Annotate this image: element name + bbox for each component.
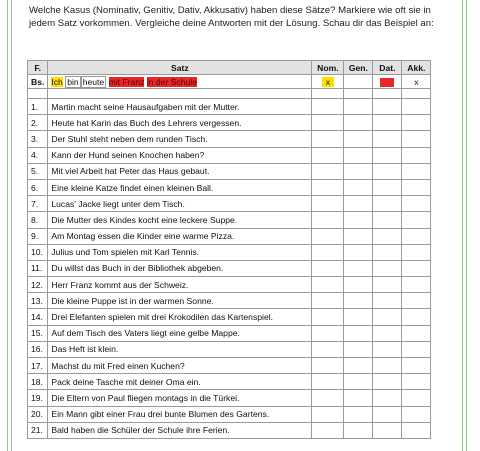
row-akk-cell[interactable]	[402, 196, 431, 212]
row-nom-cell[interactable]	[312, 163, 344, 179]
row-sentence: Drei Elefanten spielen mit drei Krokodilen das Kartenspiel.	[48, 309, 312, 325]
row-sentence: Julius und Tom spielen mit Karl Tennis.	[48, 244, 312, 260]
margin-line-right-inner	[462, 0, 463, 451]
row-nom-cell[interactable]	[312, 358, 344, 374]
spacer-cell	[28, 89, 48, 99]
row-nom-cell[interactable]	[312, 131, 344, 147]
row-number: 13.	[28, 293, 48, 309]
row-sentence: Auf dem Tisch des Vaters liegt eine gelbe Mappe.	[48, 325, 312, 341]
row-sentence: Kann der Hund seinen Knochen haben?	[48, 147, 312, 163]
row-nom-cell[interactable]	[312, 277, 344, 293]
row-akk-cell[interactable]	[402, 228, 431, 244]
row-gen-cell[interactable]	[344, 131, 373, 147]
row-dat-cell[interactable]	[373, 99, 402, 115]
row-dat-cell[interactable]	[373, 212, 402, 228]
row-nom-cell[interactable]	[312, 341, 344, 357]
row-nom-cell[interactable]	[312, 179, 344, 195]
row-nom-cell[interactable]	[312, 147, 344, 163]
row-number: 7.	[28, 196, 48, 212]
row-nom-cell[interactable]	[312, 422, 344, 438]
table-row	[28, 179, 431, 195]
table-header-row	[28, 61, 431, 75]
row-nom-cell[interactable]	[312, 115, 344, 131]
row-number: 21.	[28, 422, 48, 438]
row-gen-cell[interactable]	[344, 341, 373, 357]
row-dat-cell[interactable]	[373, 390, 402, 406]
row-nom-cell[interactable]	[312, 390, 344, 406]
instructions-text: Welche Kasus (Nominativ, Genitiv, Dativ, Akkusativ) haben diese Sätze? Markiere wie oft sie in jedem Satz vorkommen. Vergleiche deine Antworten mit der Lösung. Schau dir das Beispiel an:	[29, 5, 434, 29]
table-row	[28, 406, 431, 422]
row-number: 15.	[28, 325, 48, 341]
row-akk-cell[interactable]	[402, 277, 431, 293]
example-part-nominative: Ich	[51, 76, 63, 87]
example-dat	[373, 75, 402, 89]
example-part-adverb: heute	[82, 76, 105, 87]
spacer-cell	[344, 89, 373, 99]
header-dat: Dat.	[373, 61, 402, 75]
example-row	[28, 75, 431, 89]
table-row	[28, 309, 431, 325]
row-akk-cell[interactable]	[402, 390, 431, 406]
header-satz: Satz	[48, 61, 312, 75]
row-gen-cell[interactable]	[344, 358, 373, 374]
row-dat-cell[interactable]	[373, 179, 402, 195]
row-dat-cell[interactable]	[373, 228, 402, 244]
table-row	[28, 422, 431, 438]
table-row	[28, 244, 431, 260]
row-akk-cell[interactable]	[402, 341, 431, 357]
table-row	[28, 196, 431, 212]
row-number: 14.	[28, 309, 48, 325]
row-sentence: Mit viel Arbeit hat Peter das Haus gebaut.	[48, 163, 312, 179]
row-dat-cell[interactable]	[373, 374, 402, 390]
margin-line-left-outer	[7, 0, 8, 451]
header-f: F.	[28, 61, 48, 75]
table-row	[28, 115, 431, 131]
row-number: 19.	[28, 390, 48, 406]
spacer-cell	[312, 89, 344, 99]
row-nom-cell[interactable]	[312, 212, 344, 228]
row-number: 20.	[28, 406, 48, 422]
row-nom-cell[interactable]	[312, 228, 344, 244]
table-row	[28, 228, 431, 244]
row-nom-cell[interactable]	[312, 374, 344, 390]
header-akk: Akk.	[402, 61, 431, 75]
row-dat-cell[interactable]	[373, 131, 402, 147]
row-sentence: Machst du mit Fred einen Kuchen?	[48, 358, 312, 374]
row-akk-cell[interactable]	[402, 147, 431, 163]
row-number: 11.	[28, 260, 48, 276]
row-dat-cell[interactable]	[373, 422, 402, 438]
row-akk-cell[interactable]	[402, 422, 431, 438]
row-dat-cell[interactable]	[373, 293, 402, 309]
row-nom-cell[interactable]	[312, 325, 344, 341]
row-number: 8.	[28, 212, 48, 228]
example-nom-mark: x	[322, 77, 334, 87]
table-row	[28, 163, 431, 179]
row-sentence: Das Heft ist klein.	[48, 341, 312, 357]
table-row	[28, 99, 431, 115]
row-sentence: Der Stuhl steht neben dem runden Tisch.	[48, 131, 312, 147]
table-row	[28, 374, 431, 390]
row-gen-cell[interactable]	[344, 277, 373, 293]
row-sentence: Eine kleine Katze findet einen kleinen Ball.	[48, 179, 312, 195]
row-gen-cell[interactable]	[344, 260, 373, 276]
row-number: 2.	[28, 115, 48, 131]
row-number: 16.	[28, 341, 48, 357]
row-sentence: Die Mutter des Kindes kocht eine leckere Suppe.	[48, 212, 312, 228]
row-nom-cell[interactable]	[312, 244, 344, 260]
example-part-dative-1: mit Franz	[108, 76, 145, 87]
row-dat-cell[interactable]	[373, 244, 402, 260]
header-nom: Nom.	[312, 61, 344, 75]
row-sentence: Lucas' Jacke liegt unter dem Tisch.	[48, 196, 312, 212]
row-sentence: Bald haben die Schüler der Schule ihre Ferien.	[48, 422, 312, 438]
row-dat-cell[interactable]	[373, 325, 402, 341]
row-akk-cell[interactable]	[402, 358, 431, 374]
row-number: 9.	[28, 228, 48, 244]
example-part-verb: bin	[67, 76, 79, 87]
table-row	[28, 341, 431, 357]
row-number: 18.	[28, 374, 48, 390]
exercise-table	[27, 60, 431, 439]
row-akk-cell[interactable]	[402, 309, 431, 325]
table-row	[28, 325, 431, 341]
row-gen-cell[interactable]	[344, 293, 373, 309]
row-akk-cell[interactable]	[402, 99, 431, 115]
example-part-dative-2: in der Schule	[146, 76, 197, 87]
example-num: Bs.	[28, 75, 48, 89]
row-akk-cell[interactable]	[402, 115, 431, 131]
row-number: 10.	[28, 244, 48, 260]
row-nom-cell[interactable]	[312, 406, 344, 422]
table-row	[28, 390, 431, 406]
row-dat-cell[interactable]	[373, 163, 402, 179]
row-gen-cell[interactable]	[344, 115, 373, 131]
row-akk-cell[interactable]	[402, 325, 431, 341]
row-number: 5.	[28, 163, 48, 179]
row-dat-cell[interactable]	[373, 406, 402, 422]
row-dat-cell[interactable]	[373, 277, 402, 293]
row-sentence: Ein Mann gibt einer Frau drei bunte Blumen des Gartens.	[48, 406, 312, 422]
row-sentence: Heute hat Karin das Buch des Lehrers vergessen.	[48, 115, 312, 131]
row-nom-cell[interactable]	[312, 309, 344, 325]
row-sentence: Pack deine Tasche mit deiner Oma ein.	[48, 374, 312, 390]
row-gen-cell[interactable]	[344, 163, 373, 179]
spacer-cell	[402, 89, 431, 99]
row-number: 4.	[28, 147, 48, 163]
row-sentence: Am Montag essen die Kinder eine warme Pizza.	[48, 228, 312, 244]
row-gen-cell[interactable]	[344, 406, 373, 422]
row-akk-cell[interactable]	[402, 131, 431, 147]
table-row	[28, 260, 431, 276]
spacer-row	[28, 89, 431, 99]
row-gen-cell[interactable]	[344, 422, 373, 438]
margin-line-left-inner	[11, 0, 12, 451]
row-sentence: Die Eltern von Paul fliegen montags in die Türkei.	[48, 390, 312, 406]
row-gen-cell[interactable]	[344, 212, 373, 228]
spacer-cell	[373, 89, 402, 99]
row-nom-cell[interactable]	[312, 196, 344, 212]
row-nom-cell[interactable]	[312, 99, 344, 115]
example-akk: x	[402, 75, 431, 89]
row-number: 1.	[28, 99, 48, 115]
spacer-cell	[48, 89, 312, 99]
example-sentence	[48, 75, 312, 89]
row-akk-cell[interactable]	[402, 293, 431, 309]
table-row	[28, 212, 431, 228]
row-nom-cell[interactable]	[312, 293, 344, 309]
row-dat-cell[interactable]	[373, 196, 402, 212]
table-row	[28, 277, 431, 293]
table-row	[28, 131, 431, 147]
row-gen-cell[interactable]	[344, 179, 373, 195]
row-akk-cell[interactable]	[402, 374, 431, 390]
table-row	[28, 147, 431, 163]
example-gen	[344, 75, 373, 89]
row-akk-cell[interactable]	[402, 163, 431, 179]
row-dat-cell[interactable]	[373, 358, 402, 374]
example-nom	[312, 75, 344, 89]
row-akk-cell[interactable]	[402, 244, 431, 260]
row-sentence: Du willst das Buch in der Bibliothek abgeben.	[48, 260, 312, 276]
row-dat-cell[interactable]	[373, 147, 402, 163]
row-akk-cell[interactable]	[402, 260, 431, 276]
row-nom-cell[interactable]	[312, 260, 344, 276]
row-gen-cell[interactable]	[344, 390, 373, 406]
row-number: 3.	[28, 131, 48, 147]
row-dat-cell[interactable]	[373, 115, 402, 131]
table-row	[28, 358, 431, 374]
row-sentence: Herr Franz kommt aus der Schweiz.	[48, 277, 312, 293]
row-akk-cell[interactable]	[402, 179, 431, 195]
row-dat-cell[interactable]	[373, 309, 402, 325]
row-number: 17.	[28, 358, 48, 374]
row-gen-cell[interactable]	[344, 99, 373, 115]
margin-line-right-outer	[466, 0, 467, 451]
row-dat-cell[interactable]	[373, 260, 402, 276]
row-gen-cell[interactable]	[344, 147, 373, 163]
header-gen: Gen.	[344, 61, 373, 75]
row-gen-cell[interactable]	[344, 374, 373, 390]
row-number: 12.	[28, 277, 48, 293]
table-row	[28, 293, 431, 309]
row-gen-cell[interactable]	[344, 244, 373, 260]
row-number: 6.	[28, 179, 48, 195]
row-gen-cell[interactable]	[344, 309, 373, 325]
example-dat-mark	[380, 78, 394, 87]
row-sentence: Die kleine Puppe ist in der warmen Sonne.	[48, 293, 312, 309]
row-gen-cell[interactable]	[344, 325, 373, 341]
row-gen-cell[interactable]	[344, 196, 373, 212]
row-akk-cell[interactable]	[402, 406, 431, 422]
row-akk-cell[interactable]	[402, 212, 431, 228]
row-gen-cell[interactable]	[344, 228, 373, 244]
row-sentence: Martin macht seine Hausaufgaben mit der Mutter.	[48, 99, 312, 115]
row-dat-cell[interactable]	[373, 341, 402, 357]
